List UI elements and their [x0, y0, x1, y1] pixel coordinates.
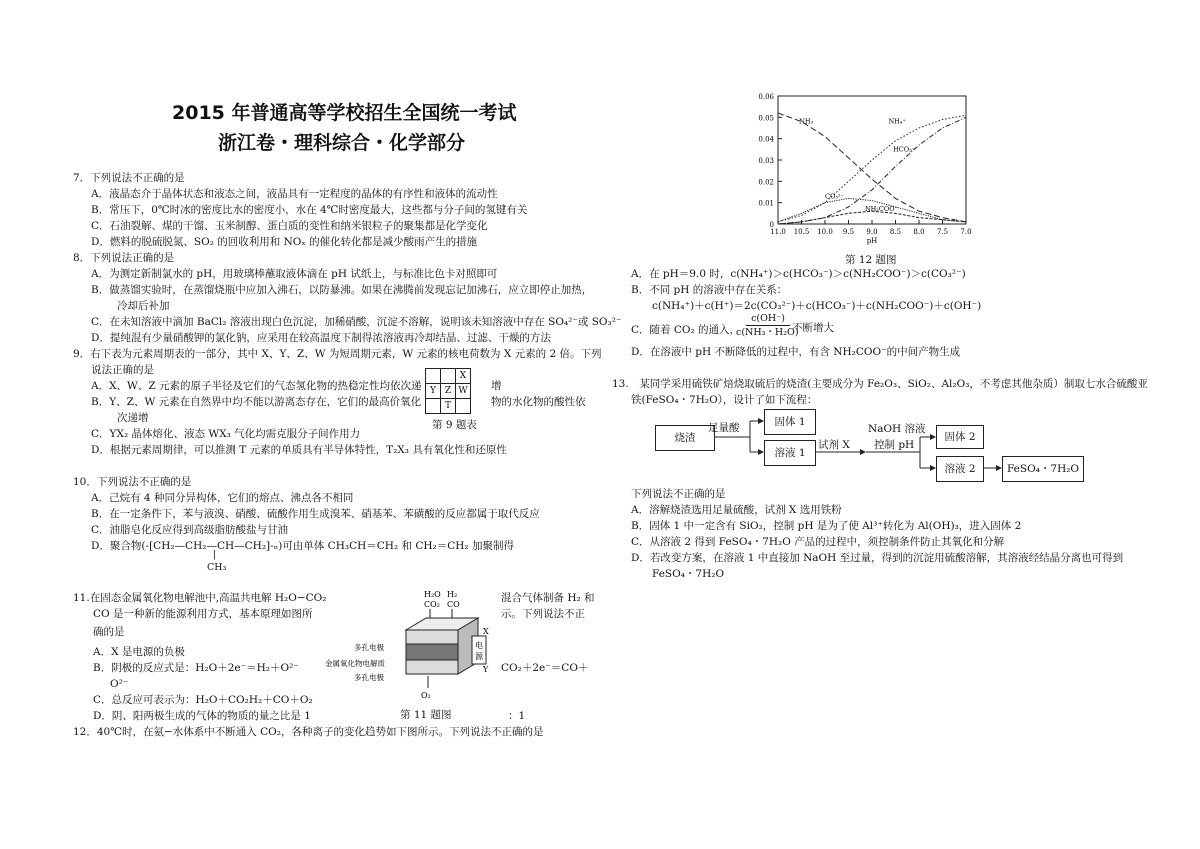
series-label: NH₄⁺: [888, 117, 906, 126]
q13-option-b: B．固体 1 中一定含有 SiO₂，控制 pH 是为了使 Al³⁺转化为 Al(OH)₃，进入固体 2: [631, 520, 1022, 532]
q9-caption: 第 9 题表: [432, 419, 477, 431]
cell-z: Z: [441, 384, 456, 399]
fig-x-label: X: [483, 627, 489, 636]
q9-stem-cont: 说法正确的是: [91, 364, 154, 376]
q13-stem-cont: 铁(FeSO₄・7H₂O），设计了如下流程：: [631, 394, 818, 406]
q11-stem-cont-right: 示。下列说法不正: [501, 608, 585, 620]
q11-stem-cont: CO 是一种新的能源利用方式，基本原理如图所: [93, 608, 313, 620]
flow-solution1-box: 溶液 1: [764, 440, 816, 466]
fig-h2-label: H₂: [447, 590, 458, 599]
q9-option-c: C．YX₂ 晶体熔化、液态 WX₃ 气化均需克服分子间作用力: [91, 428, 361, 440]
q7-stem: 7．下列说法不正确的是: [73, 172, 185, 184]
flow-reagent-x-label: 试剂 X: [818, 439, 850, 451]
flow-solid2-box: 固体 2: [936, 425, 984, 449]
fig-y-label: Y: [483, 665, 489, 674]
q13-option-d-cont: FeSO₄・7H₂O: [652, 568, 725, 580]
q10-option-a: A．己烷有 4 种同分异构体，它们的熔点、沸点各不相同: [91, 492, 354, 504]
x-tick-label: 9.0: [866, 228, 878, 236]
cell-t: T: [441, 399, 456, 414]
fig-layer1: [406, 630, 458, 644]
q8-option-a: A．为测定新制氯水的 pH，用玻璃棒蘸取液体滴在 pH 试纸上，与标准比色卡对照即可: [91, 268, 498, 280]
q9-option-d: D．根据元素周期律，可以推测 T 元素的单质具有半导体特性，T₂X₃ 具有氧化性和还原性: [91, 444, 507, 456]
series-label: CO₃²⁻: [825, 192, 844, 201]
q13-stem: 13. 某同学采用硫铁矿焙烧取硫后的烧渣(主要成分为 Fe₂O₃、SiO₂、Al₂O₃，不考虑其他杂质）制取七水合硫酸亚: [612, 378, 1148, 390]
flow-product-box: FeSO₄・7H₂O: [1002, 456, 1084, 482]
y-tick-label: 0.05: [758, 114, 774, 123]
cell-w: W: [456, 384, 471, 399]
q10-option-d: D．聚合物(-[CH₂—CH₂—CH—CH₂]-ₙ)可由单体 CH₃CH＝CH₂ 和 CH₂＝CH₂ 加聚制得: [91, 540, 514, 552]
q11-stem: 11.在固态金属氧化物电解池中,高温共电解 H₂O−CO₂: [73, 592, 327, 604]
y-tick-label: 0.03: [758, 157, 774, 165]
fig-co2-label: CO₂: [424, 600, 440, 609]
flow-arrows: [600, 400, 1100, 490]
q11-option-b: B．阴极的反应式是：H₂O＋2e⁻＝H₂＋O²⁻: [93, 662, 299, 674]
q9-option-b-cont2: 次递增: [117, 412, 149, 424]
flow-naoh-label: NaOH 溶液: [868, 423, 926, 435]
fig-o2-label: O₂: [421, 691, 431, 700]
q12-option-d: D．在溶液中 pH 不断降低的过程中，有含 NH₂COO⁻的中间产物生成: [631, 346, 961, 358]
q12-option-c: C．随着 CO₂ 的通入，: [631, 324, 741, 336]
q12-option-b-formula: c(NH₄⁺)＋c(H⁺)＝2c(CO₃²⁻)＋c(HCO₃⁻)＋c(NH₂COO⁻)＋c(OH⁻): [652, 300, 982, 312]
fig-layer2: [406, 644, 458, 660]
q9-option-a-cont: 增: [491, 380, 502, 392]
fig-layer3: [406, 660, 458, 674]
q11-stem-right: 混合气体制备 H₂ 和: [501, 592, 595, 604]
x-tick-label: 7.5: [936, 228, 949, 236]
q9-periodic-table: [425, 368, 471, 414]
flow-solution2-box: 溶液 2: [936, 456, 984, 482]
x-tick-label: 11.0: [770, 228, 786, 236]
cell-x: X: [456, 369, 471, 384]
q10-stem: 10．下列说法不正确的是: [73, 476, 192, 488]
q12-option-a: A．在 pH＝9.0 时，c(NH₄⁺)＞c(HCO₃⁻)＞c(NH₂COO⁻)＞c(CO₃²⁻): [631, 268, 966, 280]
q8-option-d: D．提纯混有少量硝酸钾的氯化钠，应采用在较高温度下制得浓溶液再冷却结晶、过滤、干燥的方法: [91, 332, 551, 344]
flow-ph-label: 控制 pH: [874, 439, 915, 451]
fig-layer2-label: 金属氧化物电解质: [325, 659, 385, 668]
q11-option-d-right: ：1: [508, 710, 526, 722]
y-tick-label: 0.02: [758, 178, 774, 187]
q12-stem: 12．40℃时，在氨−水体系中不断通入 CO₂，各种离子的变化趋势如下图所示。下列说法不正确的是: [73, 726, 544, 738]
q7-option-d: D．燃料的脱硫脱氮、SO₂ 的回收利用和 NOₓ 的催化转化都是减少酸雨产生的措施: [91, 236, 478, 248]
y-tick-label: 0.01: [758, 199, 774, 208]
q12-c-denominator: c(NH₃・H₂O): [736, 327, 799, 338]
paper-title: 2015 年普通高等学校招生全国统一考试: [172, 102, 517, 124]
q8-stem: 8．下列说法正确的是: [73, 252, 175, 264]
q10-option-b: B．在一定条件下，苯与液溴、硝酸、硫酸作用生成溴苯、硝基苯、苯磺酸的反应都属于取代反应: [91, 508, 540, 520]
q13-option-c: C．从溶液 2 得到 FeSO₄・7H₂O 产品的过程中，须控制条件防止其氧化和分解: [631, 536, 1005, 548]
series-label: NH₃: [799, 117, 814, 126]
q9-option-a: A．X、W、Z 元素的原子半径及它们的气态氢化物的热稳定性均依次递: [91, 380, 422, 392]
x-tick-label: 8.0: [913, 228, 925, 236]
y-tick-label: 0.06: [758, 93, 774, 101]
flow-solid1-box: 固体 1: [764, 409, 816, 435]
q8-option-b: B．做蒸馏实验时，在蒸馏烧瓶中应加入沸石，以防暴沸。如果在沸腾前发现忘记加沸石，应立即停止加热，: [91, 284, 593, 296]
q10-option-c: C．油脂皂化反应得到高级脂肪酸盐与甘油: [91, 524, 289, 536]
q9-option-b-cont: 物的水化物的酸性依: [491, 396, 586, 408]
flow-slag-box: 烧渣: [655, 425, 715, 451]
fig-co-label: CO: [447, 600, 460, 609]
q9-stem: 9．右下表为元素周期表的一部分，其中 X、Y、Z、W 为短周期元素，W 元素的核电荷数为 X 元素的 2 倍。下列: [73, 348, 602, 360]
y-tick-label: 0.04: [758, 135, 774, 144]
x-tick-label: 7.0: [960, 228, 972, 236]
fig-power-label-1: 电: [475, 641, 483, 650]
q12-c-tail: 不断增大: [792, 322, 834, 334]
y-tick-label: 0: [769, 221, 774, 229]
q9-option-b: B．Y、Z、W 元素在自然界中均不能以游离态存在，它们的最高价氧化: [91, 396, 422, 408]
q11-electrolysis-figure: [320, 588, 500, 708]
q11-option-a: A．X 是电源的负极: [93, 646, 185, 658]
series-label: HCO₃⁻: [893, 145, 916, 154]
q7-option-b: B．常压下，0℃时冰的密度比水的密度小，水在 4℃时密度最大，这些都与分子间的氢键有关: [91, 204, 528, 216]
q12-chart: [748, 88, 980, 250]
q11-option-c: C．总反应可表示为：H₂O＋CO₂H₂＋CO＋O₂: [93, 694, 313, 706]
q11-option-d: D．阴、阳两极生成的气体的物质的量之比是 1: [93, 710, 311, 722]
q10-bond: |: [213, 549, 217, 560]
x-axis-label: pH: [866, 237, 878, 245]
flow-acid-label: 足量酸: [708, 422, 740, 434]
paper-subtitle: 浙江卷・理科综合・化学部分: [218, 132, 466, 154]
q11-option-b-cont: O²⁻: [110, 678, 129, 690]
q13-option-d: D．若改变方案，在溶液 1 中直接加 NaOH 至过量，得到的沉淀用硫酸溶解，其溶液经结晶分离也可得到: [631, 552, 1124, 564]
q11-caption: 第 11 题图: [400, 709, 452, 721]
x-tick-label: 9.5: [842, 228, 855, 236]
q11-option-b-right: CO₂＋2e⁻＝CO＋: [501, 662, 589, 674]
cell-y: Y: [426, 384, 441, 399]
q13-option-a: A．溶解烧渣选用足量硫酸，试剂 X 选用铁粉: [631, 504, 842, 516]
q8-option-c: C．在未知溶液中滴加 BaCl₂ 溶液出现白色沉淀，加稀硝酸，沉淀不溶解，说明该未知溶液中存在 SO₄²⁻或 SO₃²⁻: [91, 316, 622, 328]
q13-ask: 下列说法不正确的是: [631, 488, 726, 500]
q11-stem-cont2: 确的是: [93, 626, 125, 638]
x-tick-label: 8.5: [889, 228, 902, 236]
q12-c-numerator: c(OH⁻): [746, 313, 790, 326]
q7-option-c: C．石油裂解、煤的干馏、玉米制醇、蛋白质的变性和纳米银粒子的聚集都是化学变化: [91, 220, 488, 232]
q7-option-a: A．液晶态介于晶体状态和液态之间，液晶具有一定程度的晶体的有序性和液体的流动性: [91, 188, 498, 200]
fig-h2o-label: H₂O: [424, 590, 441, 599]
q12-caption: 第 12 题图: [845, 254, 897, 266]
x-tick-label: 10.0: [817, 228, 833, 236]
q12-option-b: B．不同 pH 的溶液中存在关系：: [631, 284, 788, 296]
q8-option-b-cont: 冷却后补加: [117, 300, 170, 312]
x-tick-label: 10.5: [793, 228, 810, 236]
fig-power-label-2: 源: [475, 652, 483, 661]
fig-layer1-label: 多孔电极: [354, 643, 384, 652]
series-label: NH₂COO⁻: [864, 205, 898, 214]
q10-d-substituent: CH₃: [207, 562, 227, 573]
fig-layer3-label: 多孔电极: [354, 673, 384, 682]
